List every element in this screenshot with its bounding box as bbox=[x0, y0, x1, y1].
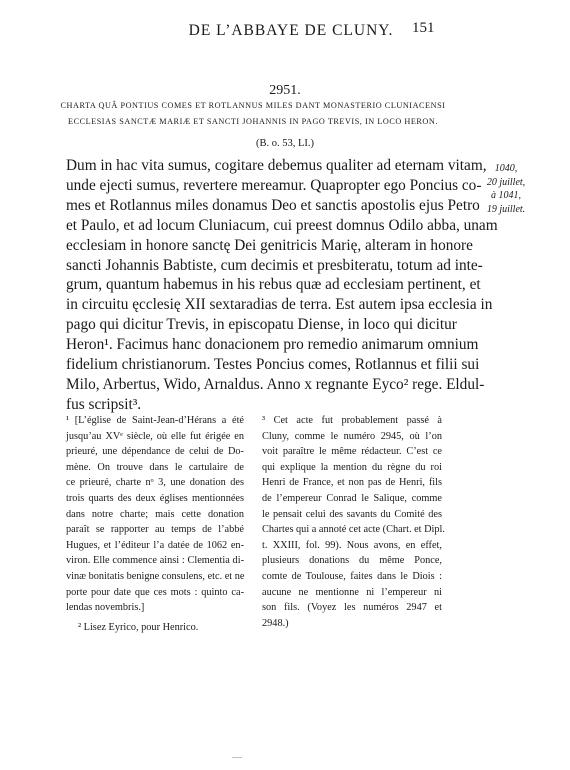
footnote-line: porte pour date que ces mots : quinto ca- bbox=[66, 586, 244, 598]
footnote-line: Chartes qui a annoté cet acte (Chart. et Dipl. bbox=[262, 524, 445, 536]
footnote-line: mène. On trouve dans le cartulaire de bbox=[66, 461, 244, 473]
page-number: 151 bbox=[412, 20, 435, 36]
footnote-line: son fils. (Voyez les numéros 2947 et bbox=[262, 602, 442, 614]
footnote-line: Henri de France, et non pas de Henri, fils bbox=[262, 477, 442, 489]
text-line: fidelium christianorum. Testes Poncius comes, Rotlannus et filii sui bbox=[66, 356, 480, 374]
text-line: grum, quantum habemus in his rebus quæ ad ecclesiam pertinent, et bbox=[66, 276, 481, 294]
footnote-line: paraît se rapporter au temps de l’abbé bbox=[66, 524, 244, 536]
footnote-line: de l’empereur Conrad le Salique, comme bbox=[262, 492, 442, 504]
footnotes-left bbox=[66, 413, 244, 635]
footnote-line: voit paraître le même rédacteur. C’est ce bbox=[262, 446, 442, 458]
text-line: Dum in hac vita sumus, cogitare debemus qualiter ad eternam vitam, bbox=[66, 157, 487, 174]
footnote-line: comte de Toulouse, faites dans le Diois : bbox=[262, 570, 442, 582]
footnote-line: ³ Cet acte fut probablement passé à bbox=[262, 415, 442, 426]
footnote-line: prieuré, une dépendance de celui de Do- bbox=[66, 446, 244, 458]
source-reference: (B. o. 53, LI.) bbox=[255, 138, 315, 149]
text-line: unde ejecti sumus, revertere mereamur. Quapropter ego Poncius co- bbox=[66, 176, 482, 194]
footnote-line: vinæ bonitatis benigne consulens, etc. et ne bbox=[66, 570, 245, 582]
footnote-line: qui explique la mention du règne du roi bbox=[262, 461, 442, 473]
charter-rubric bbox=[38, 98, 468, 130]
margin-date bbox=[476, 162, 536, 216]
text-line: ecclesiam in honore sanctę Dei genitricis Marię, alteram in honore bbox=[66, 236, 473, 254]
running-title: DE L’ABBAYE DE CLUNY. bbox=[188, 22, 394, 39]
footnote-line: viron. Elle commence ainsi : Clementia di- bbox=[66, 555, 244, 567]
date-line: à 1041, bbox=[491, 190, 521, 201]
text-line: et Paulo, et ad locum Cluniacum, cui preest domnus Odilo abba, unam bbox=[66, 216, 498, 234]
footnote-line: jusqu’au XVᵉ siècle, où elle fut érigée en bbox=[66, 430, 244, 442]
footer-mark: — bbox=[232, 752, 242, 763]
footnote-line: aucune ne mentionne ni l’empereur ni bbox=[262, 586, 442, 598]
footnote-line: dans notre charte; mais cette donation bbox=[66, 508, 244, 520]
footnote-line: ¹ [L’église de Saint-Jean-d’Hérans a été bbox=[66, 415, 244, 426]
footnote-line: ce prieuré, charte nᵒ 3, une donation des bbox=[66, 477, 244, 489]
date-line: 19 juillet. bbox=[486, 203, 526, 215]
footnote-line: trois quarts des deux églises mentionnées bbox=[66, 492, 244, 504]
footnote-line: Cluny, comme le numéro 2945, où l’on bbox=[262, 430, 442, 442]
footnote-line: t. XXIII, fol. 99). Nous avons, en effet, bbox=[262, 539, 442, 551]
footnotes-right bbox=[262, 413, 445, 631]
text-line: mes et Rotlannus miles donamus Deo et sanctis apostolis ejus Petro bbox=[66, 196, 480, 214]
footnote-line: 2948.) bbox=[262, 617, 289, 629]
text-line: Milo, Arbertus, Wido, Arnaldus. Anno x regnante Eyco² rege. Eldul- bbox=[66, 375, 485, 393]
footnote-line: le pensait celui des savants du Comité des bbox=[262, 508, 442, 520]
text-line: in circuitu ęcclesię XII sextaradias de terra. Est autem ipsa ecclesia in bbox=[66, 296, 493, 314]
footnote-line: plusieurs donations du même Ponce, bbox=[262, 555, 442, 567]
text-line: fus scripsit³. bbox=[66, 395, 142, 413]
charter-number: 2951. bbox=[269, 83, 301, 98]
charter-text bbox=[66, 156, 498, 415]
date-line: 1040, bbox=[494, 163, 518, 174]
footnote-2: ² Lisez Eyrico, pour Henrico. bbox=[78, 621, 199, 633]
text-line: Heron¹. Facimus hanc donacionem pro remedio animarum omnium bbox=[66, 336, 479, 354]
footnote-line: lendas novembris.] bbox=[66, 602, 145, 614]
date-line: 20 juillet, bbox=[486, 176, 526, 188]
text-line: pago qui dicitur Trevis, in episcopatu Diense, in loco qui dicitur bbox=[66, 316, 457, 334]
footnote-line: Hugues, et l’éditeur l’a datée de 1062 en- bbox=[66, 539, 244, 551]
rubric-line-2: ECCLESIAS SANCTÆ MARIÆ ET SANCTI JOHANNIS IN PAGO TREVIS, IN LOCO HERON. bbox=[68, 117, 438, 126]
text-line: sancti Johannis Babtiste, cum decimis et presbiteratu, totum ad inte- bbox=[66, 256, 483, 274]
rubric-line-1: CHARTA QUÂ PONTIUS COMES ET ROTLANNUS MILES DANT MONASTERIO CLUNIACENSI bbox=[60, 101, 446, 110]
